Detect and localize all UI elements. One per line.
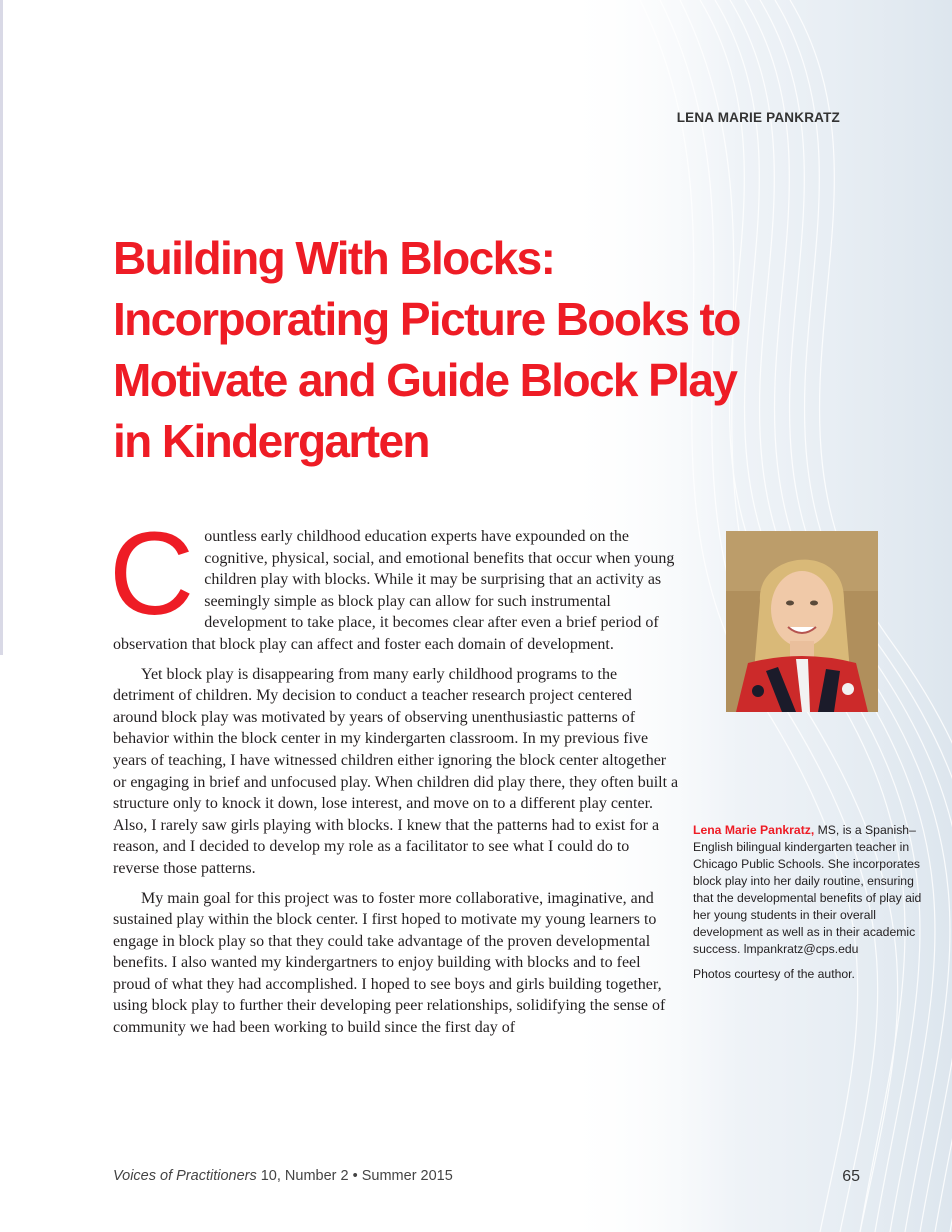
author-bio	[693, 822, 933, 983]
footer-citation	[113, 1168, 453, 1184]
title-line: Building With Blocks:	[113, 232, 555, 284]
page-number: 65	[842, 1168, 860, 1185]
title-line: Motivate and Guide Block Play	[113, 354, 737, 406]
author-photo	[726, 531, 878, 712]
bio-text	[693, 822, 933, 958]
photo-credit: Photos courtesy of the author.	[693, 967, 855, 981]
page-edge-strip	[0, 0, 3, 655]
paragraph-3: My main goal for this project was to foster more collaborative, imaginative, and sustained play within the block center. I first hoped to motivate my young learners to engage in block play so that they could take advantage of the proven developmental benefits. I also wanted my kindergartners to enjoy building with blocks and to feel proud of what they had accomplished. I hoped to see boys and girls building together, using block play to further their developing peer relationships, solidifying the sense of community we had been working to build since the first day of	[113, 889, 666, 1037]
paragraph-1	[109, 508, 679, 656]
author-header: LENA MARIE PANKRATZ	[676, 110, 840, 125]
issue-info: 10, Number 2 • Summer 2015	[256, 1168, 453, 1184]
article-body	[109, 508, 679, 1047]
article-title	[113, 228, 793, 472]
paragraph-1-text: ountless early childhood education experts have expounded on the cognitive, physical, social, and emotional benefits that occur when young children play with blocks. While it may be surprising that an activity as seemingly simple as block play can allow for such instrumental development to take place, it becomes clear after even a brief period of observation that block play can affect and foster each domain of development.	[113, 528, 675, 653]
title-line: Incorporating Picture Books to	[113, 293, 740, 345]
bio-description: MS, is a Spanish–English bilingual kindergarten teacher in Chicago Public Schools. She incorporates block play into her daily routine, ensuring that the developmental benefits of play aid her young students in their overall development as well as in their academic success. lmpankratz@cps.edu	[693, 823, 922, 956]
journal-name: Voices of Practitioners	[113, 1168, 257, 1184]
title-line: in Kindergarten	[113, 415, 429, 467]
bio-name: Lena Marie Pankratz,	[693, 823, 815, 837]
drop-cap: C	[109, 508, 195, 640]
paragraph-2: Yet block play is disappearing from many early childhood programs to the detriment of children. My decision to conduct a teacher research project centered around block play was motivated by years of observing unenthusiastic patterns of behavior within the block center in my kindergarten classroom. In my previous five years of teaching, I have witnessed children either ignoring the block center altogether or engaging in brief and unfocused play. When children did play there, they often built a structure only to knock it down, lose interest, and move on to a different play center. Also, I rarely saw girls playing with blocks. I knew that the patterns had to exist for a reason, and I decided to develop my role as a facilitator to see what I could do to reverse those patterns.	[113, 665, 679, 877]
